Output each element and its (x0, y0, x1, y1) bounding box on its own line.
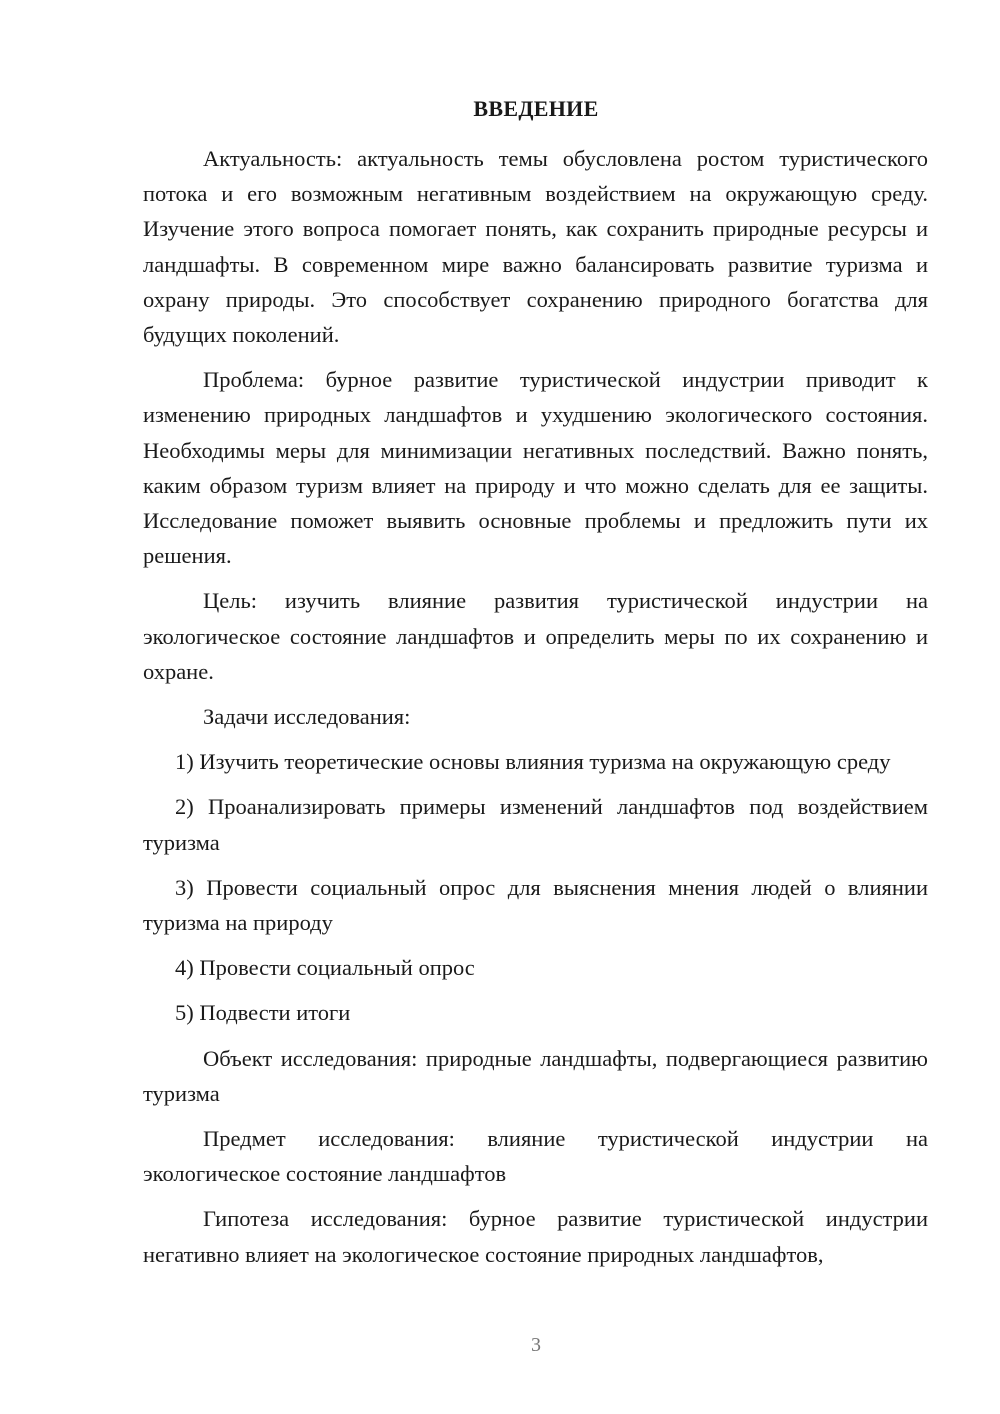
task-item-5: 5) Подвести итоги (175, 1000, 351, 1026)
paragraph-tasks-heading: Задачи исследования: (203, 704, 411, 730)
paragraph-problem: Проблема: бурное развитие туристической индустрии приводит к изменению природных ландшафтов и ухудшению экологического состояния. Необходимы меры для минимизации негативных последствий. Важно понять, каким образом туризм влияет на природу и что можно сделать для ее защиты. Исследование поможет выявить основные проблемы и предложить пути их решения. (143, 367, 928, 569)
task-item-3: 3) Провести социальный опрос для выяснения мнения людей о влиянии туризма на природу (143, 874, 928, 936)
document-body (143, 141, 928, 1272)
paragraph-object: Объект исследования: природные ландшафты, подвергающиеся развитию туризма (143, 1045, 928, 1106)
paragraph-goal: Цель: изучить влияние развития туристической индустрии на экологическое состояние ландшафтов и определить меры по их сохранению и охране. (143, 588, 928, 684)
page-number: 3 (531, 1334, 541, 1356)
paragraph-relevance: Актуальность: актуальность темы обусловлена ростом туристического потока и его возможным негативным воздействием на окружающую среду. Изучение этого вопроса помогает понять, как сохранить природные ресурсы и ландшафты. В современном мире важно балансировать развитие туризма и охрану природы. Это способствует сохранению природного богатства для будущих поколений. (143, 146, 928, 348)
task-item-2: 2) Проанализировать примеры изменений ландшафтов под воздействием туризма (143, 794, 928, 855)
task-item-4: 4) Провести социальный опрос (175, 955, 475, 981)
task-item-1: 1) Изучить теоретические основы влияния туризма на окружающую среду (175, 749, 891, 775)
page-heading: ВВЕДЕНИЕ (473, 96, 599, 121)
paragraph-hypothesis: Гипотеза исследования: бурное развитие туристической индустрии негативно влияет на экологическое состояние природных ландшафтов, (143, 1206, 928, 1267)
paragraph-subject: Предмет исследования: влияние туристической индустрии на экологическое состояние ландшафтов (143, 1126, 928, 1187)
